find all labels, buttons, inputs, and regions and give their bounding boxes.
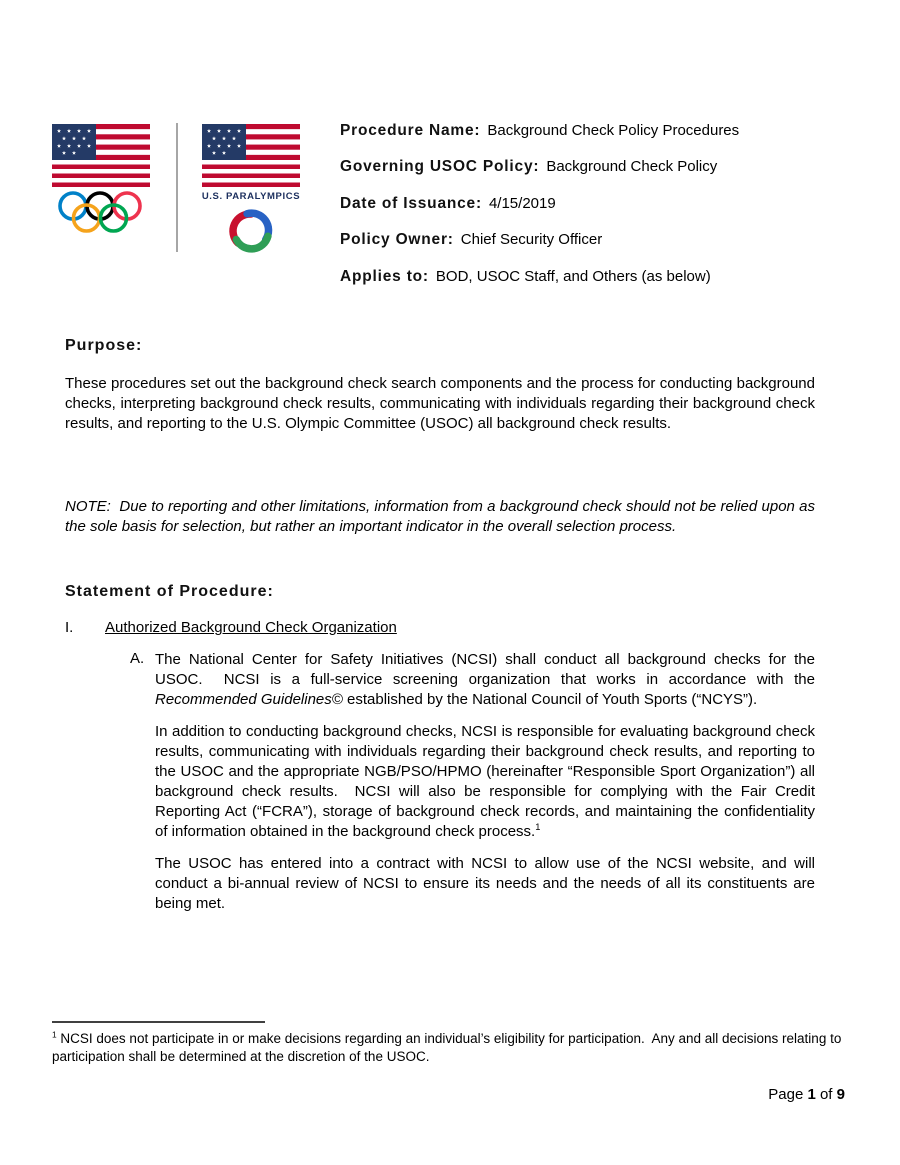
total-pages: 9 xyxy=(836,1086,845,1103)
subsection-paragraph-3: The USOC has entered into a contract with NCSI to allow use of the NCSI website, and will conduct a bi-annual review of NCSI to ensure its needs and the needs of all its constituents are being met. xyxy=(155,855,815,912)
field-label: Procedure Name: xyxy=(340,122,481,139)
subsection-paragraph-1 xyxy=(155,650,815,710)
note-paragraph: NOTE: Due to reporting and other limitations, information from a background check should not be relied upon as the sole basis for selection, but rather an important indicator in the overall selection process. xyxy=(65,498,815,535)
page-number xyxy=(752,1069,845,1120)
olympic-rings-icon xyxy=(58,191,142,238)
usa-flag-olympic-icon xyxy=(52,124,150,187)
subsection-paragraph-2 xyxy=(155,722,815,842)
field-value: Background Check Policy Procedures xyxy=(487,122,740,139)
field-value: Background Check Policy xyxy=(546,158,718,176)
current-page: 1 xyxy=(807,1086,816,1103)
field-label: Applies to: xyxy=(340,267,429,285)
header-field-policy-owner xyxy=(340,231,860,248)
field-value: 4/15/2019 xyxy=(488,194,556,212)
footnote-rule xyxy=(52,1021,265,1023)
paragraph-text: In addition to conducting background checks, NCSI is responsible for evaluating background check results, communicating with individuals regarding their background check results, and reporting to the USOC and the appropriate NGB/PSO/HPMO (hereinafter “Responsible Sport Organization”) all background check results. NCSI will also be responsible for complying with the Fair Credit Reporting Act (“FCRA”), storage of background check records, and maintaining the confidentiality of information obtained in the background check process. xyxy=(155,723,815,840)
header-field-date-of-issuance xyxy=(340,195,860,212)
header-field-procedure-name xyxy=(340,122,860,139)
paragraph-text: The National Center for Safety Initiatives (NCSI) shall conduct all background checks for the USOC. NCSI is a full-service screening organization that works in accordance with the xyxy=(155,651,815,688)
footnote-marker: 1 xyxy=(52,1029,57,1040)
footnote-text: NCSI does not participate in or make decisions regarding an individual’s eligibility for participation. Any and all decisions relating to participation shall be determined at the discretion of the USOC. xyxy=(52,1031,842,1064)
section-item-1 xyxy=(65,619,397,636)
field-label: Policy Owner: xyxy=(340,231,454,249)
header-field-governing-policy xyxy=(340,158,860,175)
field-label: Date of Issuance: xyxy=(340,194,482,212)
purpose-paragraph: These procedures set out the background check search components and the process for conducting background checks, interpreting background check results, communicating with individuals regarding their background check results, and reporting to the U.S. Olympic Committee (USOC) all background check results. xyxy=(65,375,815,432)
header-fields xyxy=(340,122,860,304)
field-value: Chief Security Officer xyxy=(460,231,603,249)
paragraph-text: established by the National Council of Youth Sports (“NCYS”). xyxy=(342,691,758,708)
footnote xyxy=(52,1030,847,1066)
purpose-heading: Purpose: xyxy=(65,337,143,354)
paralympic-wordmark: U.S. PARALYMPICS xyxy=(201,191,301,202)
subsection-letter: A. xyxy=(130,650,145,667)
page-word: Page xyxy=(768,1086,808,1103)
logo-divider xyxy=(176,123,178,252)
footnote-reference: 1 xyxy=(535,822,541,832)
section-title: Authorized Background Check Organization xyxy=(105,619,397,636)
procedure-heading: Statement of Procedure: xyxy=(65,583,274,600)
field-value: BOD, USOC Staff, and Others (as below) xyxy=(435,267,711,285)
paralympic-agitos-icon xyxy=(218,207,284,255)
section-numeral: I. xyxy=(65,619,74,636)
usa-flag-paralympic-icon xyxy=(202,124,300,187)
of-word: of xyxy=(815,1086,837,1103)
italic-title-text: Recommended Guidelines© xyxy=(155,691,343,708)
header-field-applies-to xyxy=(340,268,860,285)
field-label: Governing USOC Policy: xyxy=(340,158,540,176)
